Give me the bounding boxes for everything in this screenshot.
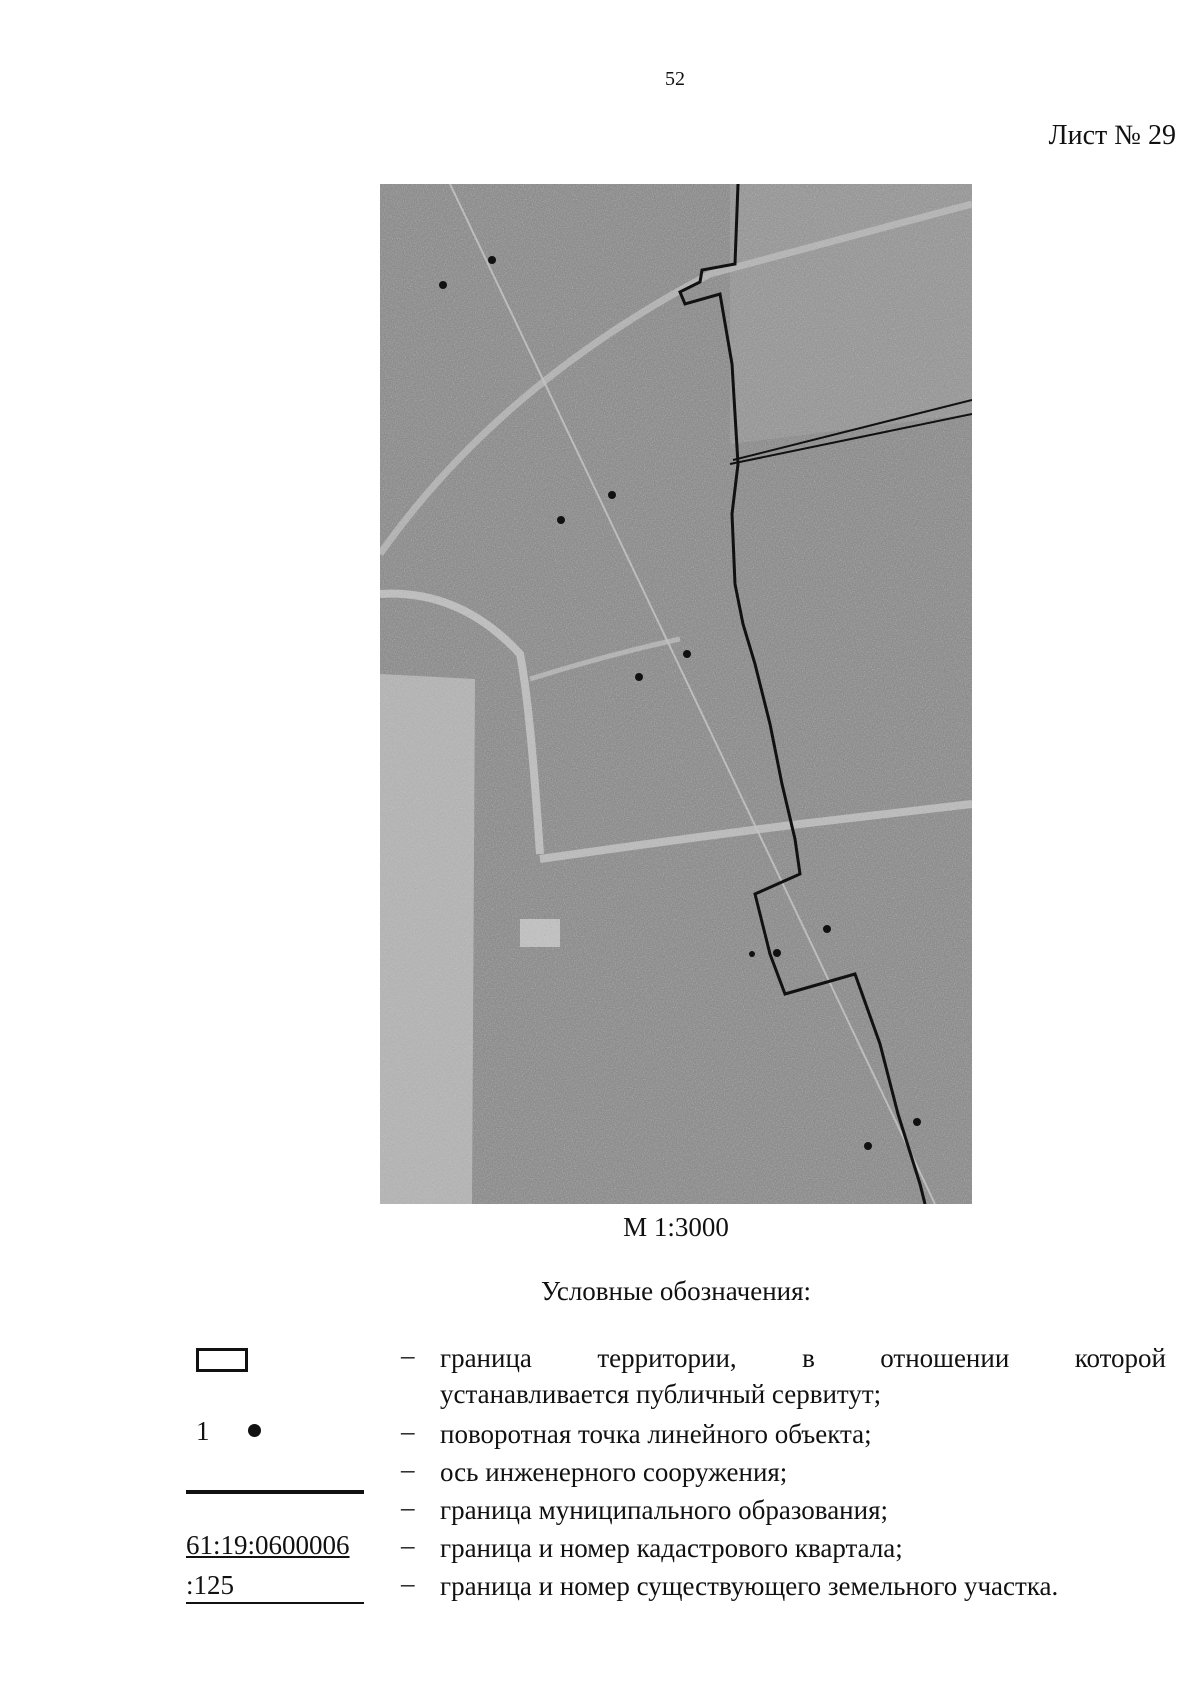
legend-dash: –: [401, 1568, 415, 1598]
legend-text: граница муниципального образования;: [440, 1495, 889, 1525]
turning-point: [823, 925, 831, 933]
point-number: 1: [196, 1416, 210, 1446]
sheet-label: Лист № 29: [1048, 120, 1176, 151]
parcel-code: :125: [186, 1568, 364, 1604]
legend-symbol-empty: [186, 1454, 366, 1492]
turning-point: [683, 650, 691, 658]
legend-symbol-rectangle: [186, 1340, 366, 1378]
turning-point: [608, 491, 616, 499]
legend-item-turning-point: [186, 1416, 1166, 1454]
turning-point: [557, 516, 565, 524]
map-image: [380, 184, 972, 1204]
legend-symbol-point: [186, 1416, 366, 1454]
legend-title: Условные обозначения:: [540, 1276, 812, 1306]
legend-text: ось инженерного сооружения;: [440, 1457, 788, 1487]
turning-point: [773, 949, 781, 957]
legend-text: граница и номер кадастрового квартала;: [440, 1533, 903, 1563]
legend-item-cadastral-quarter: [186, 1530, 1166, 1568]
cadastral-code: 61:19:0600006: [186, 1530, 350, 1560]
legend-dash: –: [401, 1530, 415, 1560]
legend-symbol-parcel-code: [186, 1568, 366, 1606]
legend-text: поворотная точка линейного объекта;: [440, 1419, 872, 1449]
legend-text: граница территории, в отношении которой устанавливается публичный сервитут;: [440, 1343, 1166, 1409]
legend-item-municipal-boundary: [186, 1492, 1166, 1530]
legend-item-engineering-axis: [186, 1454, 1166, 1492]
map-scale: М 1:3000: [623, 1212, 729, 1242]
legend-text: граница и номер существующего земельного участка.: [440, 1571, 1059, 1601]
legend-dash: –: [401, 1492, 415, 1522]
turning-point: [749, 951, 755, 957]
legend-dash: –: [401, 1416, 415, 1446]
legend-symbol-thick-line: [186, 1492, 366, 1530]
legend-dash: –: [401, 1340, 415, 1370]
thick-line-icon: [186, 1490, 364, 1494]
turning-point: [439, 281, 447, 289]
page-number: 52: [665, 68, 685, 90]
point-dot-icon: [248, 1424, 261, 1437]
rectangle-outline-icon: [196, 1348, 248, 1372]
turning-point: [864, 1142, 872, 1150]
legend-item-land-parcel: [186, 1568, 1166, 1606]
legend: [186, 1340, 1166, 1606]
legend-symbol-cadastral-code: [186, 1530, 366, 1568]
turning-point: [488, 256, 496, 264]
turning-point: [635, 673, 643, 681]
legend-dash: –: [401, 1454, 415, 1484]
turning-point: [913, 1118, 921, 1126]
legend-item-servitude-boundary: [186, 1340, 1166, 1416]
